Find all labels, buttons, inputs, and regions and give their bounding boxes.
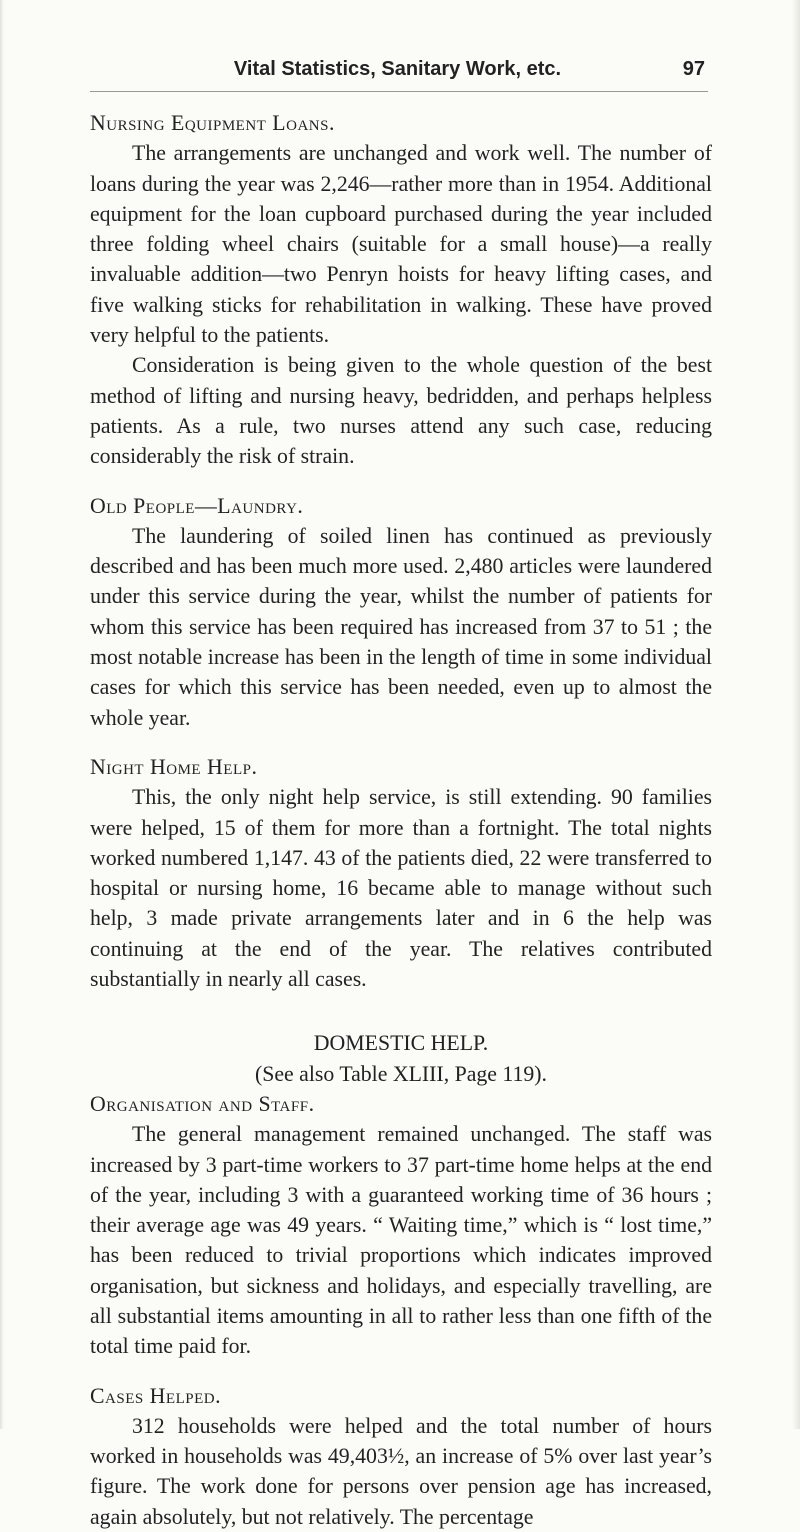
heading-organisation-and-staff: Organisation and Staff.	[90, 1091, 315, 1116]
paragraph-organisation-1: The general management remained unchanged. The staff was increased by 3 part-time workers to 37 part-time home helps at the end of the year, including 3 with a guaranteed working time of 36 hours ; their average age was 49 years. “ Waiting time,” which is “ lost time,” has been reduced to trivial proportions which indicates improved organisation, but sickness and holidays, and especially travelling, are all substantial items amounting in all to rather less than one fifth of the total time paid for.	[90, 1122, 712, 1359]
domestic-help-table-reference: (See also Table XLIII, Page 119).	[254, 1061, 548, 1086]
paragraph-nursing-2: Consideration is being given to the whole question of the best method of lifting and nursing heavy, bedridden, and perhaps helpless patients. As a rule, two nurses attend any such case, reducing considerably the risk of strain.	[90, 353, 712, 469]
running-head-title: Vital Statistics, Sanitary Work, etc.	[233, 58, 562, 80]
heading-nursing-equipment-loans: Nursing Equipment Loans.	[90, 111, 335, 135]
header-rule	[90, 91, 708, 92]
paragraph-cases-1: 312 households were helped and the total number of hours worked in households was 49,403½, an increase of 5% over last year’s figure. The work done for persons over pension age has increased, again absolutely, but not relatively. The percentage	[90, 1413, 712, 1529]
page-number: 97	[682, 58, 705, 80]
heading-domestic-help: DOMESTIC HELP.	[313, 1031, 489, 1056]
paragraph-laundry-1: The laundering of soiled linen has continued as previously described and has been much more used. 2,480 articles were laundered under this service during the year, whilst the number of patients for whom this service has been required has increased from 37 to 51 ; the most notable increase has been in the length of time in some individual cases for which this service has been needed, even up to almost the whole year.	[90, 523, 712, 730]
running-head	[90, 58, 705, 88]
paragraph-nursing-1: The arrangements are unchanged and work well. The number of loans during the year was 2,246—rather more than in 1954. Additional equipment for the loan cupboard purchased during the year included three folding wheel chairs (suitable for a small house)—a really invaluable addition—two Penryn hoists for heavy lifting cases, and five walking sticks for rehabilitation in walking. These have proved very helpful to the patients.	[90, 141, 712, 348]
page-right-edge	[792, 0, 800, 1429]
paragraph-night-help-1: This, the only night help service, is still extending. 90 families were helped, 15 of them for more than a fortnight. The total nights worked numbered 1,147. 43 of the patients died, 22 were transferred to hospital or nursing home, 16 became able to manage without such help, 3 made private arrangements later and in 6 the help was continuing at the end of the year. The relatives contributed substantially in nearly all cases.	[90, 785, 712, 992]
heading-night-home-help: Night Home Help.	[90, 754, 258, 779]
body-text	[90, 108, 712, 1532]
heading-cases-helped: Cases Helped.	[90, 1383, 222, 1408]
page-left-edge	[0, 0, 4, 1429]
heading-old-people-laundry: Old People—Laundry.	[90, 493, 304, 518]
